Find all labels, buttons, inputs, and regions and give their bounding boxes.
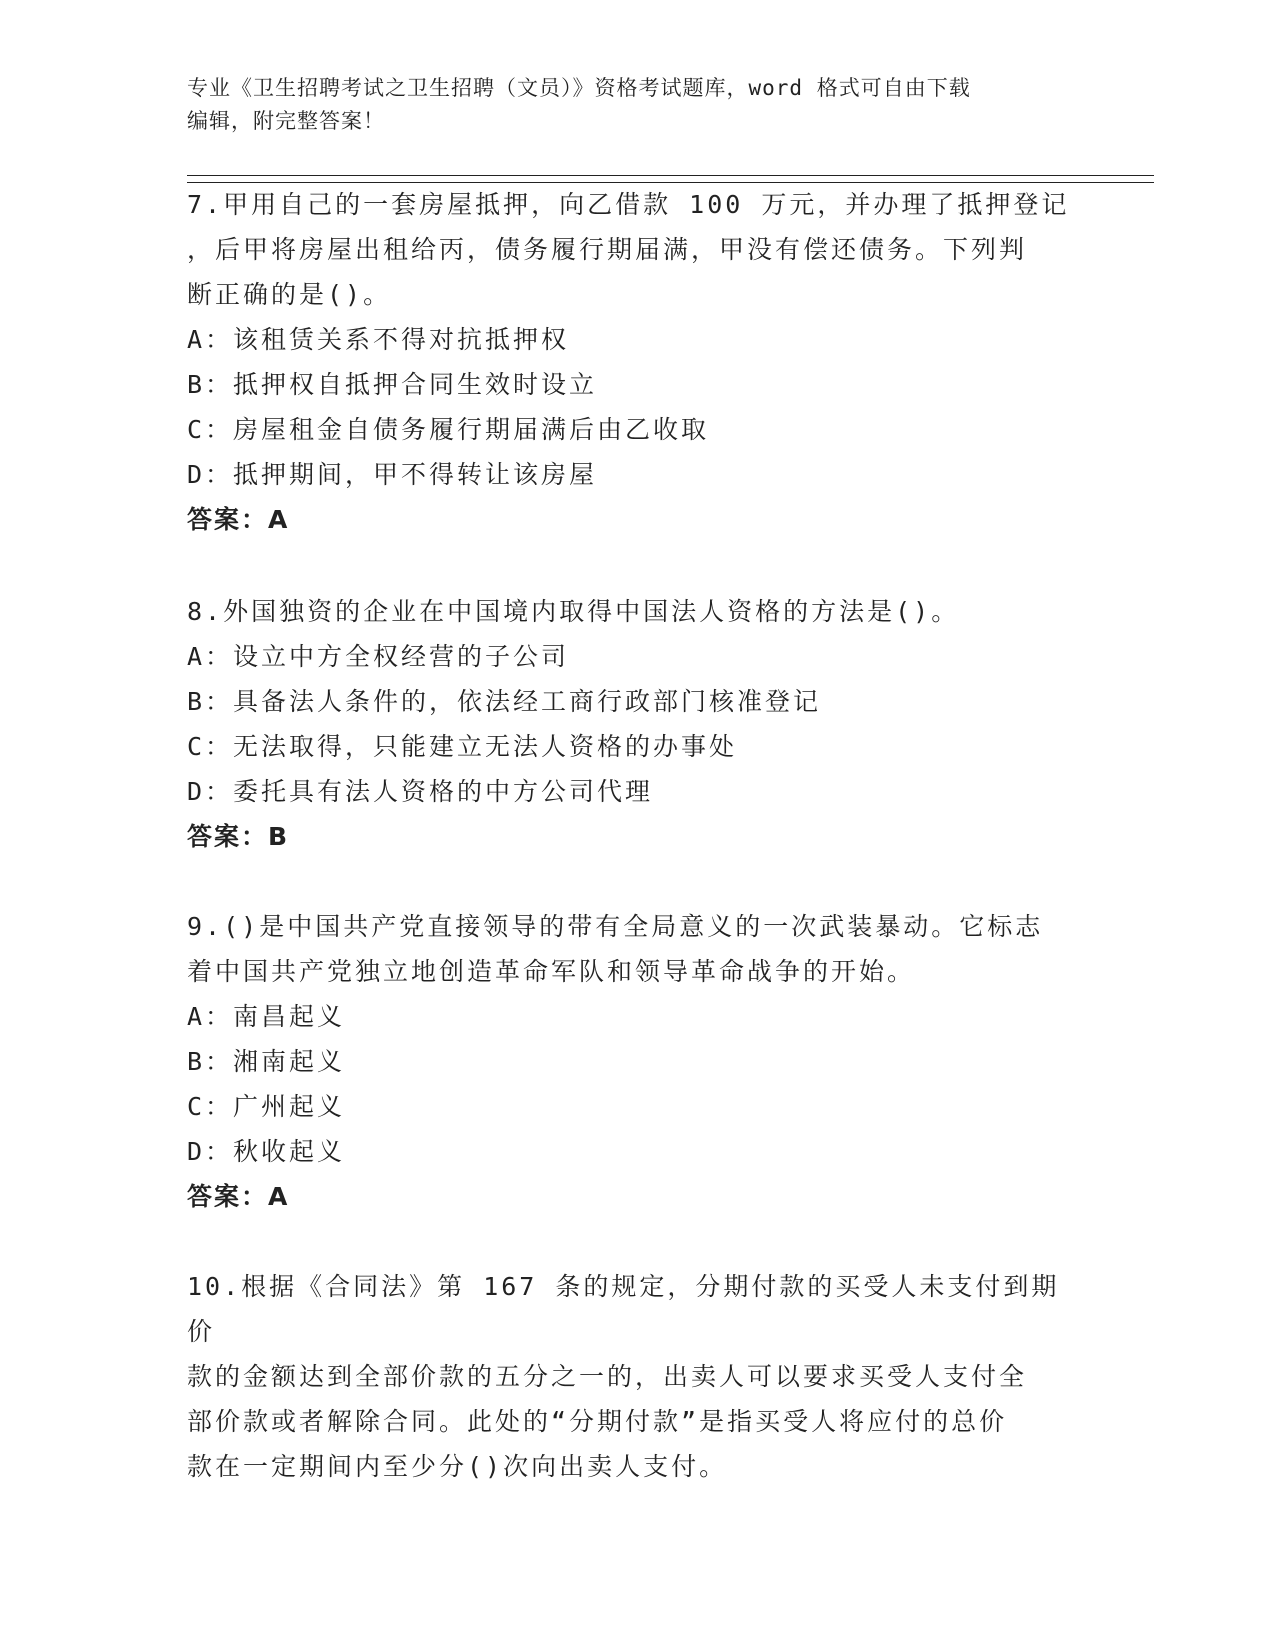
question-stem-line: 着中国共产党独立地创造革命军队和领导革命战争的开始。 [187, 957, 916, 986]
option-b: B：抵押权自抵押合同生效时设立 [187, 370, 598, 399]
question-8 [187, 589, 1087, 859]
answer-label: 答案：A [187, 1182, 290, 1211]
option-d: D：委托具有法人资格的中方公司代理 [187, 777, 654, 806]
question-stem-line: 部价款或者解除合同。此处的“分期付款”是指买受人将应付的总价 [187, 1407, 1008, 1436]
question-stem-line: 7.甲用自己的一套房屋抵押，向乙借款 100 万元，并办理了抵押登记 [187, 190, 1070, 219]
option-a: A：南昌起义 [187, 1002, 346, 1031]
option-b: B：湘南起义 [187, 1047, 346, 1076]
option-a: A：该租赁关系不得对抗抵押权 [187, 325, 570, 354]
option-d: D：秋收起义 [187, 1137, 346, 1166]
question-10 [187, 1264, 1087, 1489]
question-stem-line: 10.根据《合同法》第 167 条的规定，分期付款的买受人未支付到期价 [187, 1272, 1060, 1346]
header-line-2: 编辑，附完整答案！ [187, 109, 385, 133]
option-d: D：抵押期间，甲不得转让该房屋 [187, 460, 598, 489]
question-9 [187, 904, 1087, 1219]
question-7 [187, 182, 1087, 542]
option-c: C：房屋租金自债务履行期届满后由乙收取 [187, 415, 710, 444]
document-header [187, 72, 1067, 138]
question-stem-line: 款在一定期间内至少分()次向出卖人支付。 [187, 1452, 728, 1481]
question-stem-line: 断正确的是()。 [187, 280, 392, 309]
header-line-1: 专业《卫生招聘考试之卫生招聘（文员）》资格考试题库，word 格式可自由下载 [187, 76, 971, 100]
question-stem-line: 9.()是中国共产党直接领导的带有全局意义的一次武装暴动。它标志 [187, 912, 1044, 941]
answer-label: 答案：B [187, 822, 290, 851]
answer-label: 答案：A [187, 505, 290, 534]
option-b: B：具备法人条件的，依法经工商行政部门核准登记 [187, 687, 822, 716]
question-stem-line: 8.外国独资的企业在中国境内取得中国法人资格的方法是()。 [187, 597, 960, 626]
header-rule-top [187, 175, 1154, 176]
question-stem-line: ，后甲将房屋出租给丙，债务履行期届满，甲没有偿还债务。下列判 [187, 235, 1028, 264]
question-stem-line: 款的金额达到全部价款的五分之一的，出卖人可以要求买受人支付全 [187, 1362, 1028, 1391]
option-c: C：广州起义 [187, 1092, 346, 1121]
option-c: C：无法取得，只能建立无法人资格的办事处 [187, 732, 738, 761]
option-a: A：设立中方全权经营的子公司 [187, 642, 570, 671]
